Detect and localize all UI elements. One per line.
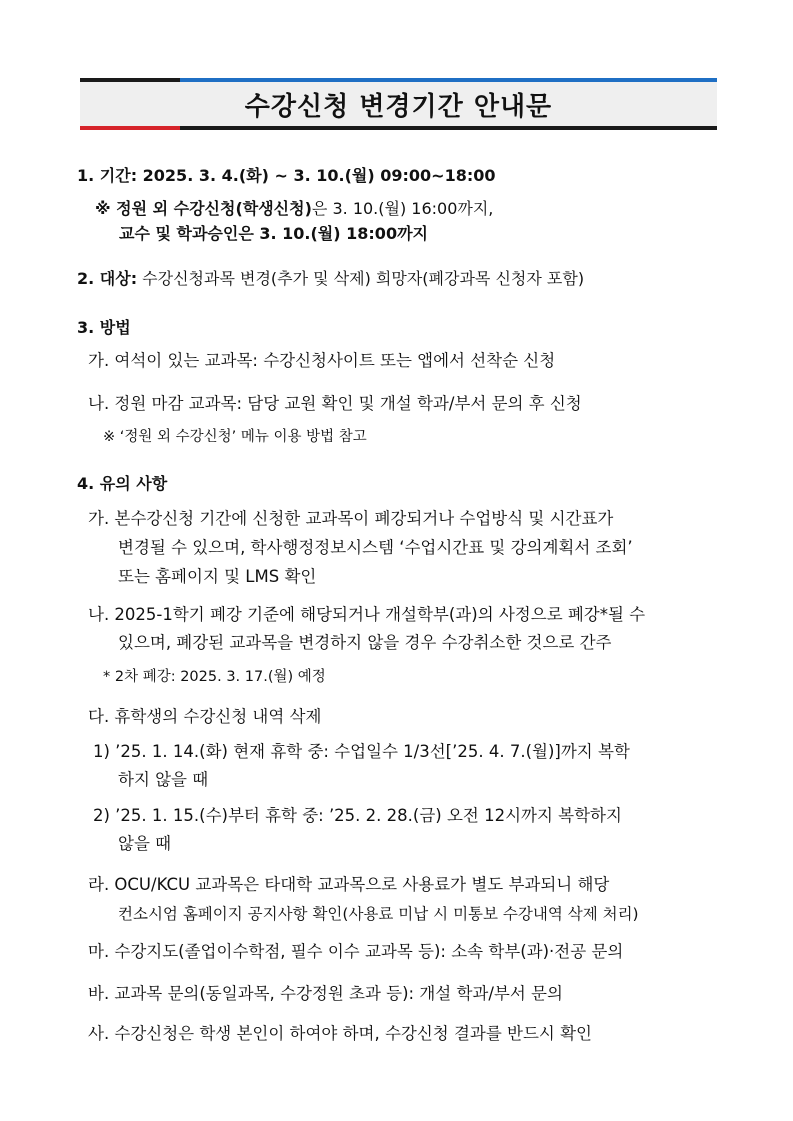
section-2 xyxy=(77,268,584,290)
section-2-heading: 2. 대상: xyxy=(77,269,138,288)
section-1-note-1-rest: 은 3. 10.(월) 16:00까지, xyxy=(311,199,494,218)
section-1-note-1 xyxy=(95,198,493,220)
section-4-item-g: 사. 수강신청은 학생 본인이 하여야 하며, 수강신청 결과를 반드시 확인 xyxy=(88,1024,592,1043)
section-4-item-b-line-2: 있으며, 폐강된 교과목을 변경하지 않을 경우 수강취소한 것으로 간주 xyxy=(118,633,612,652)
title-fill xyxy=(80,82,717,126)
page-title: 수강신청 변경기간 안내문 xyxy=(244,91,553,122)
section-3-item-b-note: ※ ‘정원 외 수강신청’ 메뉴 이용 방법 참고 xyxy=(103,429,367,445)
section-4-item-a-line-1: 가. 본수강신청 기간에 신청한 교과목이 폐강되거나 수업방식 및 시간표가 xyxy=(88,509,614,528)
section-4-item-b-note: * 2차 폐강: 2025. 3. 17.(월) 예정 xyxy=(103,669,326,685)
section-1-note-2-bold: 교수 및 학과승인 xyxy=(119,224,239,243)
section-4-item-a-line-2: 변경될 수 있으며, 학사행정정보시스템 ‘수업시간표 및 강의계획서 조회’ xyxy=(118,538,633,557)
title-banner xyxy=(80,78,717,130)
section-4-item-c-1-line-2: 하지 않을 때 xyxy=(118,770,209,789)
section-3-item-b: 나. 정원 마감 교과목: 담당 교원 확인 및 개설 학과/부서 문의 후 신청 xyxy=(88,394,582,413)
section-4-item-c-1-line-1: 1) ’25. 1. 14.(화) 현재 휴학 중: 수업일수 1/3선[’25. 4. 7.(월)]까지 복학 xyxy=(93,742,630,761)
section-4-item-d-line-2: 컨소시엄 홈페이지 공지사항 확인(사용료 미납 시 미통보 수강내역 삭제 처리) xyxy=(118,905,639,923)
title-bottom-bar-black xyxy=(180,126,717,130)
section-3-item-a: 가. 여석이 있는 교과목: 수강신청사이트 또는 앱에서 선착순 신청 xyxy=(88,351,556,370)
section-4-item-c-2-line-1: 2) ’25. 1. 15.(수)부터 휴학 중: ’25. 2. 28.(금) 오전 12시까지 복학하지 xyxy=(93,806,622,825)
title-bottom-bar-red xyxy=(80,126,180,130)
section-1-note-1-bold: ※ 정원 외 수강신청(학생신청) xyxy=(95,199,312,218)
section-2-text: 수강신청과목 변경(추가 및 삭제) 희망자(폐강과목 신청자 포함) xyxy=(137,269,585,288)
section-4-item-b-line-1: 나. 2025-1학기 폐강 기준에 해당되거나 개설학부(과)의 사정으로 폐강*될 수 xyxy=(88,605,646,624)
section-4-item-c-2-line-2: 않을 때 xyxy=(118,834,172,853)
section-1-note-2-rest: 은 3. 10.(월) 18:00까지 xyxy=(238,224,428,243)
section-4-item-c: 다. 휴학생의 수강신청 내역 삭제 xyxy=(88,707,322,726)
section-4-item-e: 마. 수강지도(졸업이수학점, 필수 이수 교과목 등): 소속 학부(과)·전공 문의 xyxy=(88,942,624,961)
section-4-item-f: 바. 교과목 문의(동일과목, 수강정원 초과 등): 개설 학과/부서 문의 xyxy=(88,984,563,1003)
section-4-heading: 4. 유의 사항 xyxy=(77,474,168,493)
section-4-item-a-line-3: 또는 홈페이지 및 LMS 확인 xyxy=(118,567,317,586)
section-3-heading: 3. 방법 xyxy=(77,318,131,337)
section-4-item-d-line-1: 라. OCU/KCU 교과목은 타대학 교과목으로 사용료가 별도 부과되니 해당 xyxy=(88,875,610,894)
section-1-heading: 1. 기간: 2025. 3. 4.(화) ~ 3. 10.(월) 09:00~18:00 xyxy=(77,166,496,185)
section-1-note-2 xyxy=(119,223,428,245)
